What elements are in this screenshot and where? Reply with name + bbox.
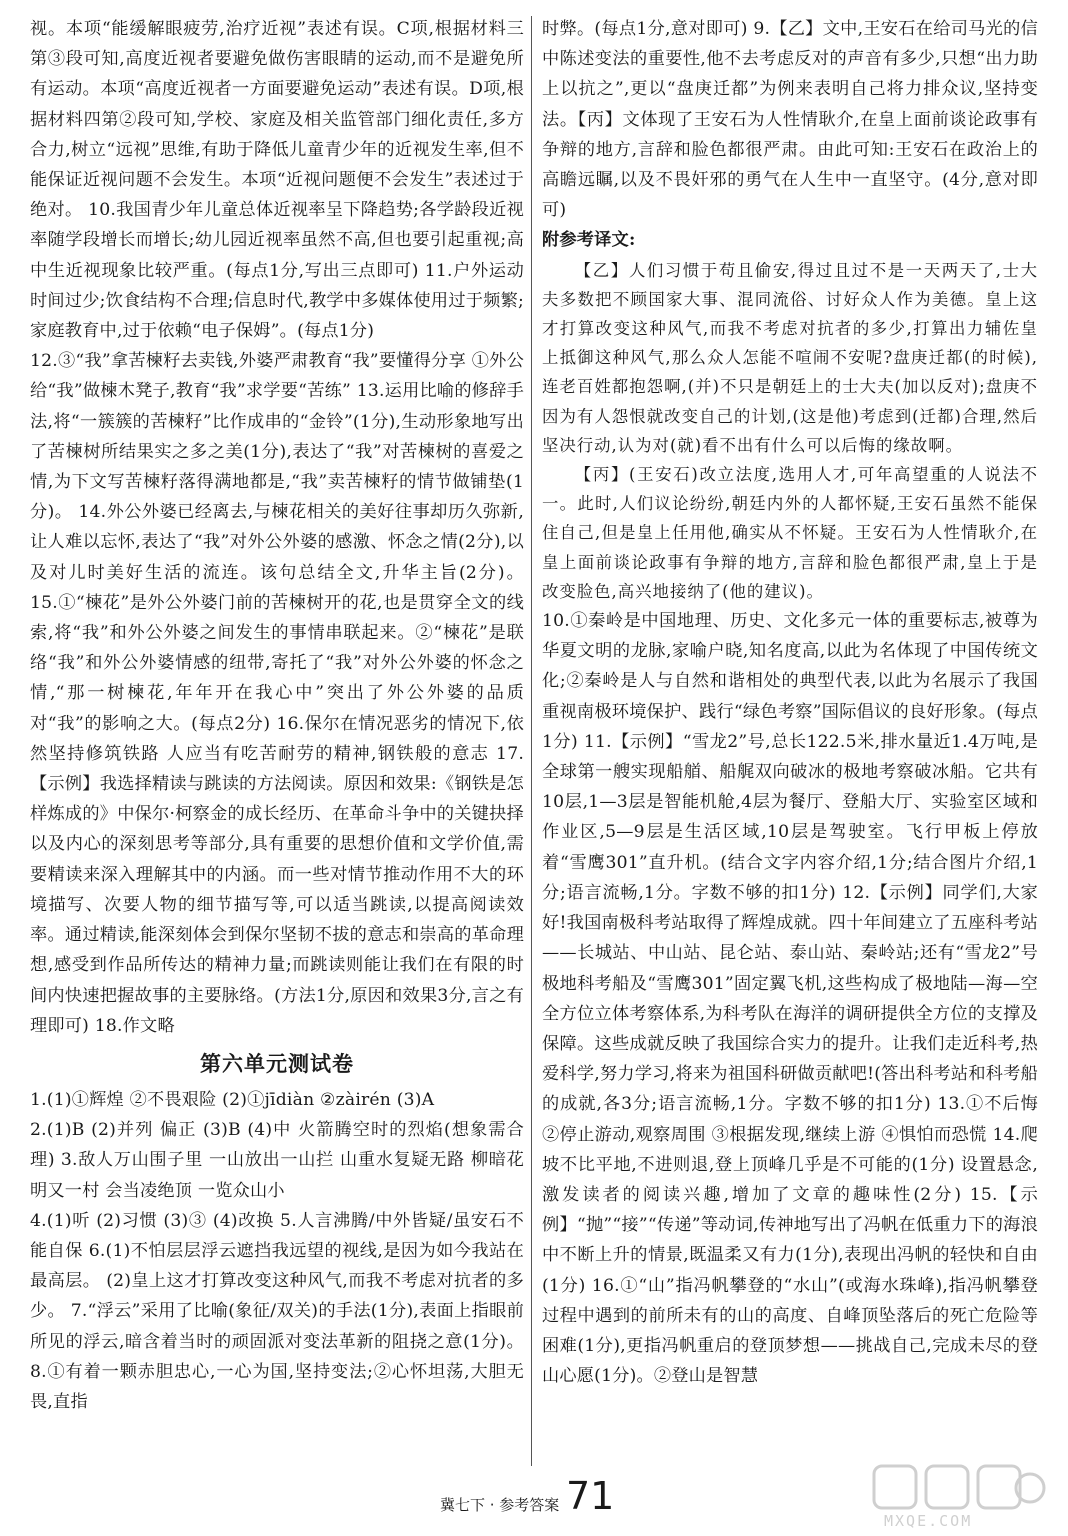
translation-paragraph-bing: 【丙】(王安石)改立法度,选用人才,可年高望重的人说法不一。此时,人们议论纷纷,朝廷内外的人都怀疑,王安石虽然不能保住自己,但是皇上任用他,确实从不怀疑。王安石为人性情耿介,在皇上面前谈论政事有争辩的地方,言辞和脸色都很严肃,皇上于是改变脸色,高兴地接纳了(他的建议)。 bbox=[542, 465, 1038, 601]
unit6-line-2: 2.(1)B (2)并列 偏正 (3)B (4)中 火箭腾空时的烈焰(想象需合理) 3.敌人万山围子里 一山放出一山拦 山重水复疑无路 柳暗花明又一村 会当凌绝顶 一览众山小 bbox=[30, 1120, 524, 1201]
left-paragraph-2: 12.③“我”拿苦楝籽去卖钱,外婆严肃教育“我”要懂得分享 ①外公给“我”做楝木凳子,教育“我”求学要“苦练” 13.运用比喻的修辞手法,将“一簇簇的苦楝籽”比作成串的“金铃”(1分),生动形象地写出了苦楝树所结果实之多之美(1分),表达了“我”对苦楝树的喜爱之情,为下文写苦楝籽落得满地都是,“我”卖苦楝籽的情节做铺垫(1分)。 14.外公外婆已经离去,与楝花相关的美好往事却历久弥新,让人难以忘怀,表达了“我”对外公外婆的感激、怀念之情(2分),以及对儿时美好生活的流连。该句总结全文,升华主旨(2分)。 15.①“楝花”是外公外婆门前的苦楝树开的花,也是贯穿全文的线索,将“我”和外公外婆之间发生的事情串联起来。②“楝花”是联络“我”和外公外婆情感的纽带,寄托了“我”对外公外婆的怀念之情,“那一树楝花,年年开在我心中”突出了外公外婆的品质对“我”的影响之大。(每点2分) 16.保尔在情况恶劣的情况下,依然坚持修筑铁路 人应当有吃苦耐劳的精神,钢铁般的意志 17.【示例】我选择精读与跳读的方法阅读。原因和效果:《钢铁是怎样炼成的》中保尔·柯察金的成长经历、在革命斗争中的关键抉择以及内心的深刻思考等部分,具有重要的思想价值和文学价值,需要精读来深入理解其中的内涵。而一些对情节推动作用不大的环境描写、次要人物的细节描写等,可以适当跳读,以提高阅读效率。通过精读,能深刻体会到保尔坚韧不拔的意志和崇高的革命理想,感受到作品所传达的精神力量;而跳读则能让我们在有限的时间内快速把握故事的主要脉络。(方法1分,原因和效果3分,言之有理即可) 18.作文略 bbox=[30, 351, 524, 1036]
unit6-line-3: 4.(1)听 (2)习惯 (3)③ (4)改换 5.人言沸腾/中外皆疑/虽安石不能自保 6.(1)不怕层层浮云遮挡我远望的视线,是因为如今我站在最高层。 (2)皇上这才打算改变这种风气,而我不考虑对抗者的多少。 7.“浮云”采用了比喻(象征/双关)的手法(1分),表面上指眼前所见的浮云,暗含着当时的顽固派对变法革新的阻挠之意(1分)。 8.①有着一颗赤胆忠心,一心为国,坚持变法;②心怀坦荡,大胆无畏,直指 bbox=[30, 1210, 524, 1412]
column-divider bbox=[531, 16, 532, 1466]
left-paragraph-1: 视。本项“能缓解眼疲劳,治疗近视”表述有误。C项,根据材料三第③段可知,高度近视者要避免做伤害眼睛的运动,而不是避免所有运动。本项“高度近视者一方面要避免运动”表述有误。D项,根据材料四第②段可知,学校、家庭及相关监管部门细化责任,多方合力,树立“远视”思维,有助于降低儿童青少年的近视发生率,但不能保证近视问题不会发生。本项“近视问题便不会发生”表述过于绝对。 10.我国青少年儿童总体近视率呈下降趋势;各学龄段近视率随学段增长而增长;幼儿园近视率虽然不高,但也要引起重视;高中生近视现象比较严重。(每点1分,写出三点即可) 11.户外运动时间过少;饮食结构不合理;信息时代,教学中多媒体使用过于频繁;家庭教育中,过于依赖“电子保姆”。(每点1分) bbox=[30, 19, 524, 342]
right-bottom-paragraph: 10.①秦岭是中国地理、历史、文化多元一体的重要标志,被尊为华夏文明的龙脉,家喻户晓,知名度高,以此为名体现了中国传统文化;②秦岭是人与自然和谐相处的典型代表,以此为名展示了我国重视南极环境保护、践行“绿色考察”国际倡议的良好形象。(每点1分) 11.【示例】“雪龙2”号,总长122.5米,排水量近1.4万吨,是全球第一艘实现船艏、船艉双向破冰的极地考察破冰船。它共有10层,1—3层是智能机舱,4层为餐厅、登船大厅、实验室区域和作业区,5—9层是生活区域,10层是驾驶室。飞行甲板上停放着“雪鹰301”直升机。(结合文字内容介绍,1分;结合图片介绍,1分;语言流畅,1分。字数不够的扣1分) 12.【示例】同学们,大家好!我国南极科考站取得了辉煌成就。四十年间建立了五座科考站——长城站、中山站、昆仑站、泰山站、秦岭站;还有“雪龙2”号极地科考船及“雪鹰301”固定翼飞机,这些构成了极地陆—海—空全方位立体考察体系,为科考队在海洋的调研提供全方位的支撑及保障。这些成就反映了我国综合实力的提升。让我们走近科考,热爱科学,努力学习,将来为祖国科研做贡献吧!(答出科考站和科考船的成就,各3分;语言流畅,1分。字数不够的扣1分) 13.①不后悔 ②停止游动,观察周围 ③根据发现,继续上游 ④惧怕而恐慌 14.爬坡不比平地,不进则退,登上顶峰几乎是不可能的(1分) 设置悬念,激发读者的阅读兴趣,增加了文章的趣味性(2分) 15.【示例】“抛”“接”“传递”等动词,传神地写出了冯帆在低重力下的海浪中不断上升的情景,既温柔又有力(1分),表现出冯帆的轻快和自由(1分) 16.①“山”指冯帆攀登的“水山”(或海水珠峰),指冯帆攀登过程中遇到的前所未有的山的高度、自峰顶坠落后的死亡危险等困难(1分),更指冯帆重启的登顶梦想——挑战自己,完成未尽的登山心愿(1分)。②登山是智慧 bbox=[542, 611, 1038, 1387]
section-title: 第六单元测试卷 bbox=[200, 1051, 354, 1076]
translation-block bbox=[542, 256, 1038, 606]
right-top-paragraph: 时弊。(每点1分,意对即可) 9.【乙】文中,王安石在给司马光的信中陈述变法的重要性,他不去考虑反对的声音有多少,只想“出力助上以抗之”,更以“盘庚迁都”为例来表明自己将力排众议,坚持变法。【丙】文体现了王安石为人性情耿介,在皇上面前谈论政事有争辩的地方,言辞和脸色都很严肃。由此可知:王安石在政治上的高瞻远瞩,以及不畏奸邪的勇气在人生中一直坚守。(4分,意对即可) bbox=[542, 19, 1038, 221]
watermark-logo bbox=[870, 1462, 1050, 1532]
page-number: 71 bbox=[566, 1474, 615, 1518]
watermark-text: MXQE.COM bbox=[884, 1512, 973, 1530]
translation-paragraph-yi: 【乙】人们习惯于苟且偷安,得过且过不是一天两天了,士大夫多数把不顾国家大事、混同流俗、讨好众人作为美德。皇上这才打算改变这种风气,而我不考虑对抗者的多少,打算出力辅佐皇上抵御这种风气,那么众人怎能不喧闹不安呢?盘庚迁都(的时候),连老百姓都抱怨啊,(并)不只是朝廷上的士大夫(加以反对);盘庚不因为有人怨恨就改变自己的计划,(这是他)考虑到(迁都)合理,然后坚决行动,认为对(就)看不出有什么可以后悔的缘故啊。 bbox=[542, 260, 1038, 455]
translation-heading: 附参考译文: bbox=[542, 230, 636, 251]
left-column bbox=[30, 14, 524, 1417]
watermark-stamp-icon bbox=[870, 1462, 1050, 1514]
unit6-line-1: 1.(1)①辉煌 ②不畏艰险 (2)①jīdiàn ②zàirén (3)A bbox=[30, 1089, 435, 1110]
right-column bbox=[542, 14, 1038, 1391]
footer-label: 冀七下 · 参考答案 bbox=[440, 1496, 560, 1514]
